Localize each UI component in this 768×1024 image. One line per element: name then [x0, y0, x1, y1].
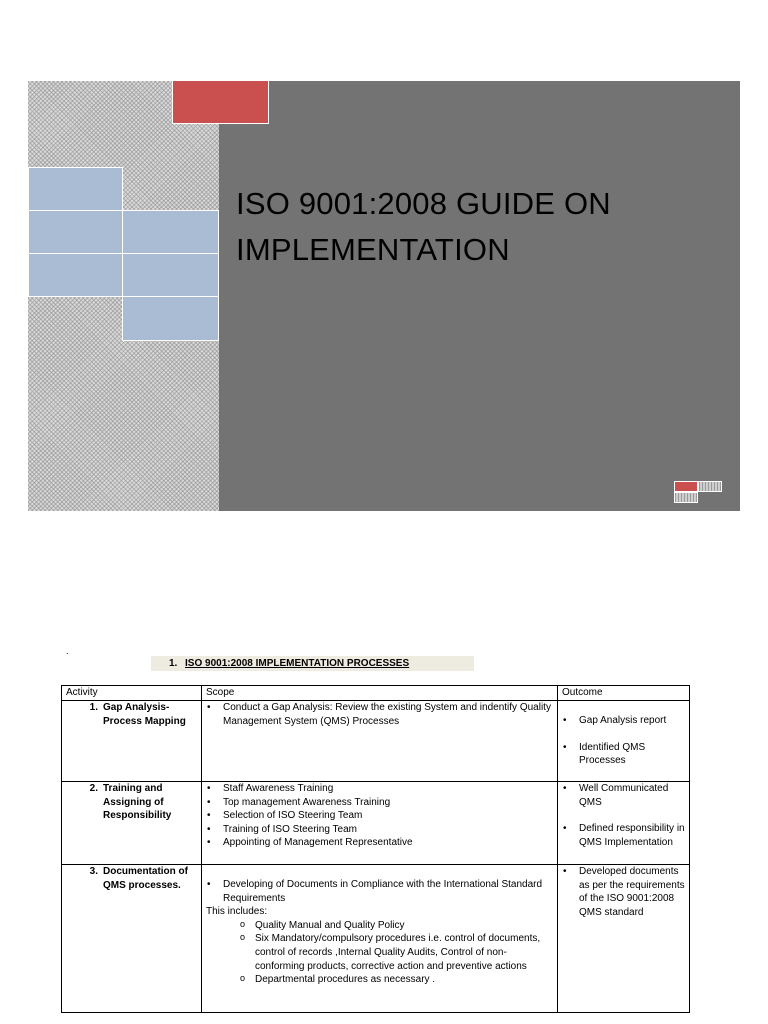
outcome-cell — [558, 865, 690, 1013]
outcome-bullet: • Gap Analysis report — [562, 714, 685, 728]
outcome-bullet: • Identified QMS Processes — [562, 741, 685, 768]
activity-label: Training and Assigning of Responsibility — [103, 783, 172, 822]
activity-cell — [62, 701, 202, 782]
activity-number: 2. — [89, 783, 98, 794]
scope-bullet: • Appointing of Management Representative — [206, 836, 553, 850]
outcome-bullet: • Developed documents as per the requirements of the ISO 9001:2008 QMS standard — [562, 865, 685, 919]
outcome-bullet: • Defined responsibility in QMS Implementation — [562, 822, 685, 849]
section-number: 1. — [169, 658, 178, 669]
cover-blue-tile — [28, 210, 123, 254]
stray-mark: . — [66, 646, 69, 656]
table-row — [62, 701, 690, 782]
cover-blue-tile — [28, 167, 123, 211]
activity-label: Documentation of QMS processes. — [103, 866, 188, 891]
cover-panel — [28, 81, 740, 511]
cover-red-tile — [172, 81, 269, 124]
section-heading — [151, 656, 474, 671]
scope-bullet: • Staff Awareness Training — [206, 782, 553, 796]
scope-bullet: • Selection of ISO Steering Team — [206, 809, 553, 823]
outcome-bullet: • Well Communicated QMS — [562, 782, 685, 809]
section-title: ISO 9001:2008 IMPLEMENTATION PROCESSES — [185, 658, 410, 669]
column-header-outcome: Outcome — [558, 686, 690, 701]
activity-label: Gap Analysis-Process Mapping — [103, 702, 186, 727]
cover-blue-tile — [28, 253, 123, 297]
activity-number: 1. — [89, 702, 98, 713]
table-row — [62, 782, 690, 865]
activity-cell — [62, 782, 202, 865]
scope-cell — [202, 865, 558, 1013]
table-header-row — [62, 686, 690, 701]
scope-subitem: o Quality Manual and Quality Policy — [240, 919, 553, 933]
outcome-cell — [558, 701, 690, 782]
title-line-2: IMPLEMENTATION — [236, 232, 510, 267]
scope-bullet: • Top management Awareness Training — [206, 796, 553, 810]
scope-cell — [202, 782, 558, 865]
scope-subitem: o Six Mandatory/compulsory procedures i.e. control of documents, control of records ,Internal Quality Audits, Control of non-conforming products, corrective action and preventive actions — [240, 932, 553, 973]
cover-blue-tile — [122, 296, 219, 341]
title-line-1: ISO 9001:2008 GUIDE ON — [236, 186, 611, 221]
activity-cell — [62, 865, 202, 1013]
scope-intro: This includes: — [206, 906, 268, 918]
scope-bullet: • Conduct a Gap Analysis: Review the existing System and indentify Quality Management System (QMS) Processes — [206, 701, 553, 728]
outcome-cell — [558, 782, 690, 865]
cover-corner-logo — [674, 481, 724, 503]
column-header-activity: Activity — [62, 686, 202, 701]
scope-bullet: • Developing of Documents in Compliance with the International Standard Requirements — [206, 878, 553, 905]
activity-number: 3. — [89, 866, 98, 877]
scope-subitem: o Departmental procedures as necessary . — [240, 973, 553, 987]
scope-cell — [202, 701, 558, 782]
column-header-scope: Scope — [202, 686, 558, 701]
table-row — [62, 865, 690, 1013]
scope-bullet: • Training of ISO Steering Team — [206, 823, 553, 837]
cover-blue-tile — [122, 253, 219, 297]
implementation-table — [61, 685, 690, 1013]
cover-blue-tile — [122, 210, 219, 254]
document-title — [236, 181, 716, 273]
